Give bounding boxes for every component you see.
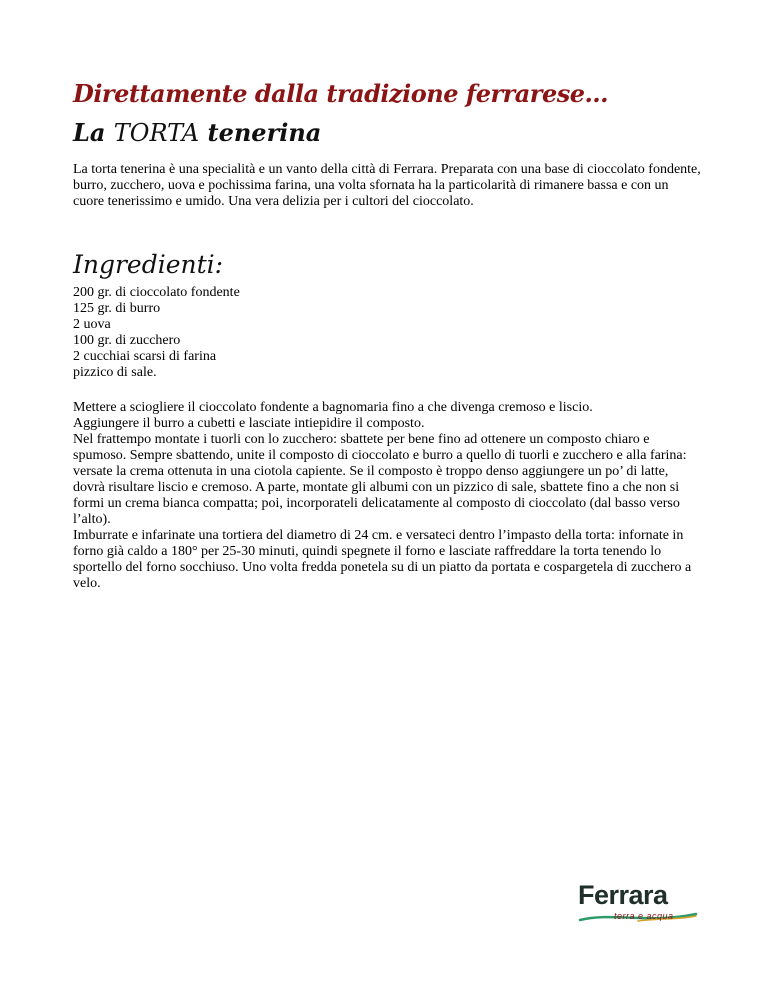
method-section bbox=[73, 400, 703, 592]
method-paragraph: Mettere a sciogliere il cioccolato fondente a bagnomaria fino a che divenga cremoso e liscio. bbox=[73, 400, 593, 415]
title-suffix: tenerina bbox=[199, 118, 322, 147]
method-paragraph: Imburrate e infarinate una tortiera del diametro di 24 cm. e versateci dentro l’impasto della torta: infornate in forno già caldo a 180° per 25-30 minuti, quindi spegnete il forno e lasciate raffreddare la torta tenendo lo sportello del forno socchiuso. Uno volta fredda ponetela su di un piatto da portata e cospargetela di zucchero a velo. bbox=[73, 528, 692, 591]
ingredient-item: 2 cucchiai scarsi di farina bbox=[73, 349, 217, 364]
method-paragraph: Aggiungere il burro a cubetti e lasciate intiepidire il composto. bbox=[73, 416, 425, 431]
ingredient-item: pizzico di sale. bbox=[73, 365, 157, 380]
page-title bbox=[73, 118, 321, 147]
method-paragraph: Nel frattempo montate i tuorli con lo zucchero: sbattete per bene fino ad ottenere un composto chiaro e spumoso. Sempre sbattendo, unite il composto di cioccolato e burro a quello di tuorli e zucchero e alla farina: versate la crema ottenuta in una ciotola capiente. Se il composto è troppo denso aggiungere un po’ di latte, dovrà risultare liscio e cremoso. A parte, montate gli albumi con un pizzico di sale, sbattete fino a che non si formi un crema bianca compatta; poi, incorporateli delicatamente al composto di cioccolato (dal basso verso l’alto). bbox=[73, 432, 687, 527]
title-prefix: La bbox=[73, 118, 114, 147]
tagline: Direttamente dalla tradizione ferrarese… bbox=[73, 79, 608, 108]
ingredients-list bbox=[73, 285, 240, 381]
ingredients-heading: Ingredienti: bbox=[73, 250, 224, 279]
logo-subtitle: terra e acqua bbox=[614, 911, 674, 921]
ingredient-item: 100 gr. di zucchero bbox=[73, 333, 181, 348]
ingredient-item: 2 uova bbox=[73, 317, 111, 332]
ferrara-logo bbox=[578, 880, 698, 926]
intro-paragraph: La torta tenerina è una specialità e un vanto della città di Ferrara. Preparata con una base di cioccolato fondente, burro, zucchero, uova e pochissima farina, una volta sfornata ha la particolarità di rimanere bassa e con un cuore tenerissimo e umido. Una vera delizia per i cultori del cioccolato. bbox=[73, 162, 701, 209]
title-caps: TORTA bbox=[113, 119, 200, 147]
ingredient-item: 200 gr. di cioccolato fondente bbox=[73, 285, 240, 300]
ingredient-item: 125 gr. di burro bbox=[73, 301, 161, 316]
logo-wordmark: Ferrara bbox=[578, 880, 668, 910]
